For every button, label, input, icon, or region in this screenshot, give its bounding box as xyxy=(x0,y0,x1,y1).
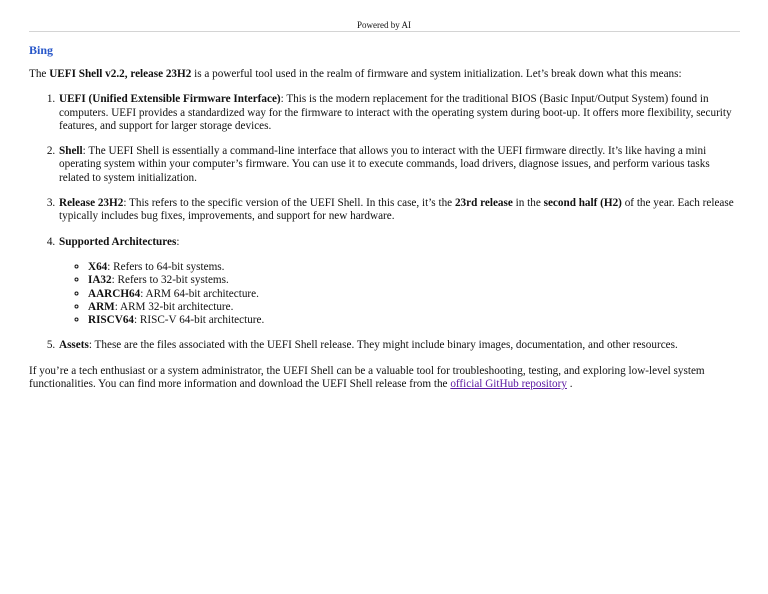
powered-by-label: Powered by AI xyxy=(357,20,411,30)
arch-name: IA32 xyxy=(88,274,112,287)
list-item-architectures xyxy=(58,236,739,328)
answer-body xyxy=(29,68,739,391)
term-release: Release 23H2 xyxy=(59,197,124,210)
arch-item-ia32 xyxy=(88,274,739,287)
desc-shell: : The UEFI Shell is essentially a command-line interface that allows you to interact with the UEFI firmware directly. It’s like having a mini operating system within your computer’s firmware. You can use it to execute commands, load drivers, diagnose issues, and perform various tasks related to system initialization. xyxy=(59,145,710,184)
desc-uefi: : This is the modern replacement for the traditional BIOS (Basic Input/Output System) found in computers. UEFI provides a standardized way for the firmware to interact with the operating system during boot-up. It offers more flexibility, security features, and support for larger storage devices. xyxy=(59,93,732,132)
term-assets: Assets xyxy=(59,339,89,352)
arch-desc: : Refers to 32-bit systems. xyxy=(111,274,229,287)
product-name: UEFI Shell v2.2, release 23H2 xyxy=(49,68,192,80)
desc-release-c: of the year. Each release typically includes bug fixes, improvements, and support for new hardware. xyxy=(59,197,734,223)
list-item-uefi xyxy=(58,93,739,133)
release-number: 23rd release xyxy=(454,197,513,210)
term-architectures: Supported Architectures xyxy=(59,235,177,248)
arch-item-x64 xyxy=(88,261,739,274)
arch-name: X64 xyxy=(88,260,108,273)
term-shell: Shell xyxy=(59,145,83,158)
list-item-assets xyxy=(58,339,739,352)
arch-item-aarch64 xyxy=(88,288,739,301)
term-architectures-colon: : xyxy=(176,235,180,248)
arch-desc: : ARM 64-bit architecture. xyxy=(140,287,259,300)
closing-paragraph xyxy=(29,365,739,392)
arch-name: ARM xyxy=(88,300,115,313)
list-item-release xyxy=(58,197,739,224)
arch-desc: : ARM 32-bit architecture. xyxy=(114,300,234,313)
closing-text: If you’re a tech enthusiast or a system administrator, the UEFI Shell can be a valuable tool for troubleshooting, testing, and exploring low-level system functionalities. You can find more information and download the UEFI Shell release from the xyxy=(29,364,705,391)
list-item-shell xyxy=(58,145,739,185)
arch-desc: : RISC-V 64-bit architecture. xyxy=(134,314,265,327)
desc-release-b: in the xyxy=(512,197,544,210)
intro-paragraph xyxy=(29,68,739,81)
github-repository-link[interactable]: official GitHub repository xyxy=(450,378,567,391)
explanation-list xyxy=(29,93,739,352)
desc-assets: : These are the files associated with the UEFI Shell release. They might include binary images, documentation, and other resources. xyxy=(88,339,678,352)
header-divider xyxy=(29,31,740,32)
closing-after-link: . xyxy=(566,378,573,391)
arch-item-riscv64 xyxy=(88,314,739,327)
intro-rest: is a powerful tool used in the realm of firmware and system initialization. Let’s break down what this means: xyxy=(191,68,682,80)
architecture-list xyxy=(59,261,739,327)
arch-name: AARCH64 xyxy=(88,287,141,300)
arch-item-arm xyxy=(88,301,739,314)
intro-prefix: The xyxy=(29,68,50,80)
desc-release-a: : This refers to the specific version of the UEFI Shell. In this case, it’s the xyxy=(123,197,455,210)
source-label[interactable]: Bing xyxy=(29,43,54,57)
term-uefi: UEFI (Unified Extensible Firmware Interface) xyxy=(59,93,281,106)
release-half: second half (H2) xyxy=(543,197,622,210)
arch-desc: : Refers to 64-bit systems. xyxy=(107,260,225,273)
arch-name: RISCV64 xyxy=(88,314,135,327)
